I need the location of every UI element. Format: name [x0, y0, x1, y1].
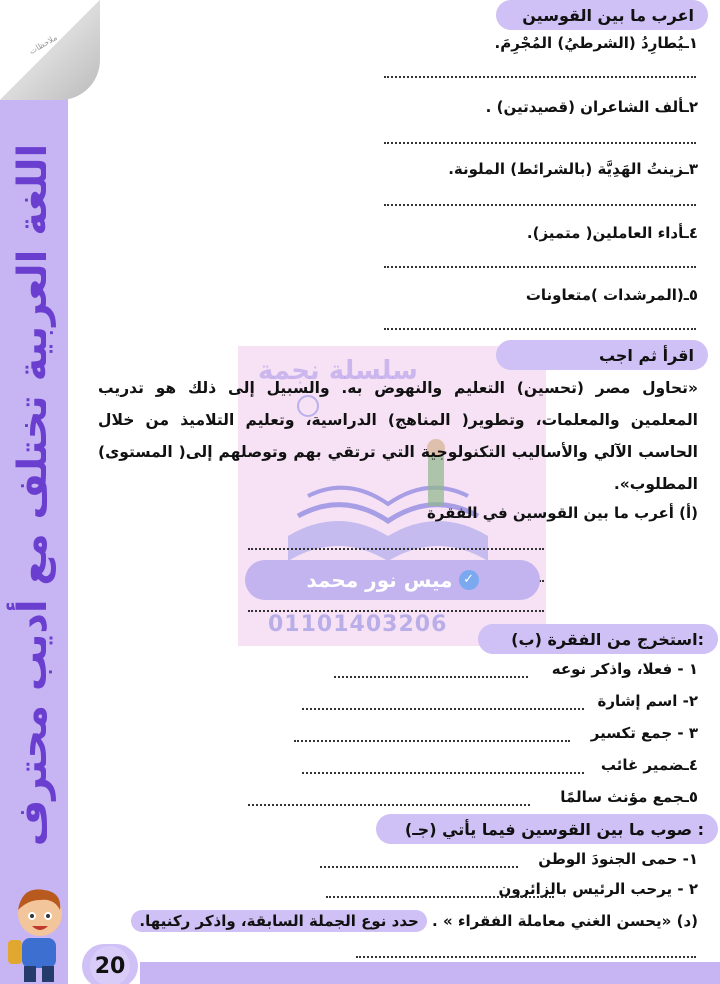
answer-line [384, 204, 696, 206]
answer-line [384, 142, 696, 144]
question-b-item-2: ٢- اسم إشارة [597, 692, 698, 710]
bottom-band [140, 962, 720, 984]
cartoon-boy-icon [0, 880, 80, 984]
watermark-name-ribbon: ميس نور محمد ✓ [245, 560, 540, 600]
section1-item-1: ١ـيُطارِدُ (الشرطيُ) المُجْرِمَ. [494, 34, 698, 52]
question-b-item-1: ١ - فعلا، واذكر نوعه [551, 660, 698, 678]
question-d-highlight: حدد نوع الجملة السابقة، واذكر ركنيها. [131, 910, 426, 932]
answer-line [248, 804, 530, 806]
answer-line [384, 76, 696, 78]
reading-paragraph: «تحاول مصر (تحسين) التعليم والنهوض به. والسبيل إلى ذلك هو تدريب المعلمين والمعلمات، وتطوير( المناهج) الدراسية، وتعليم التلاميذ من خلال الحاسب الآلي والأساليب التكنولوجية التي ترتقي بهم وتوصلهم إلى( المستوى) المطلوب». [98, 379, 698, 493]
page-number-badge [82, 944, 138, 984]
question-c-heading: (جـ) صوب ما بين القوسين فيما يأتي : [376, 814, 718, 844]
section1-item-3: ٣ـزينتُ الهَدِيَّة (بالشرائط) الملونة. [448, 160, 698, 178]
sidebar-title: اللغة العربية تختلف مع أديب محترف [10, 143, 56, 847]
page-number: 20 [90, 946, 130, 984]
watermark-brand: سلسلة نجمة [258, 356, 418, 386]
answer-line [302, 708, 584, 710]
answer-line [356, 956, 696, 958]
question-c-item-1: ١- حمى الجنودَ الوطن [538, 850, 698, 868]
verified-badge-icon: ✓ [459, 570, 479, 590]
answer-line [384, 266, 696, 268]
section2-heading: اقرأ ثم اجب [496, 340, 708, 370]
section1-item-4: ٤ـأداء العاملين( متميز). [526, 224, 698, 242]
answer-line [384, 328, 696, 330]
page-curl-decoration [0, 0, 100, 100]
watermark-phone: 01101403206 [268, 612, 448, 637]
question-b-item-4: ٤ـضمير غائب [600, 756, 698, 774]
answer-line [326, 896, 554, 898]
question-c-item-2: ٢ - يرحب الرئيس بالزائرون [498, 880, 698, 898]
question-d: (د) «يحسن الغني معاملة الفقراء » . حدد نوع الجملة السابقة، واذكر ركنيها. [131, 912, 698, 930]
section1-item-5: ٥ـ(المرشدات )متعاونات [525, 286, 698, 304]
question-b-item-5: ٥ـجمع مؤنث سالمًا [560, 788, 698, 806]
question-a: (أ) أعرب ما بين القوسين في الفقرة [426, 504, 698, 522]
section1-heading: اعرب ما بين القوسين [496, 0, 708, 30]
answer-line [302, 772, 584, 774]
answer-line [320, 866, 518, 868]
page-curl-text: ملاحظات [27, 32, 59, 57]
question-b-item-3: ٣ - جمع تكسير [590, 724, 698, 742]
answer-line [248, 548, 544, 550]
answer-line [294, 740, 570, 742]
section1-item-2: ٢ـألف الشاعران (قصيدتين) . [485, 98, 698, 116]
question-b-heading: (ب) استخرج من الفقرة: [478, 624, 718, 654]
answer-line [334, 676, 528, 678]
sidebar [0, 0, 68, 984]
